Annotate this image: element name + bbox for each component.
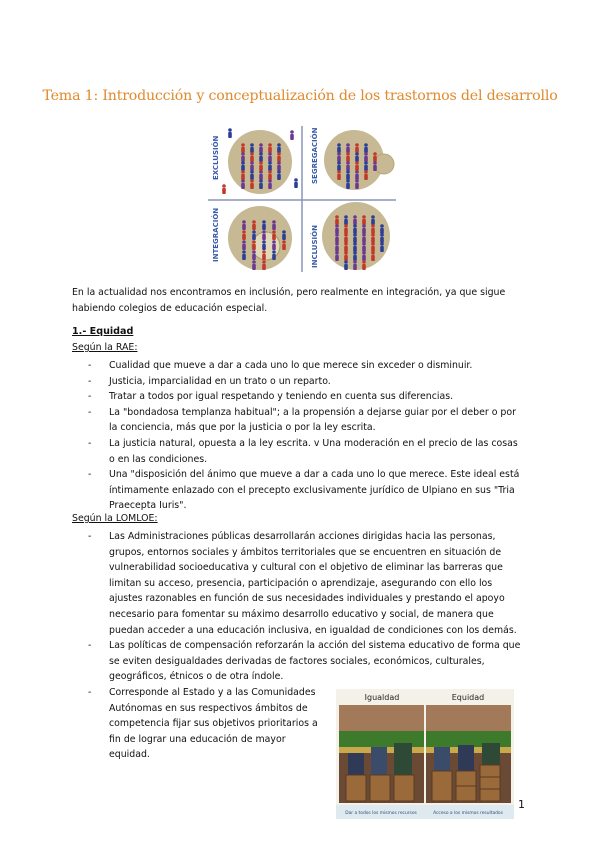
person-icon — [355, 152, 359, 156]
list-item: - Las Administraciones públicas desarrollarán acciones dirigidas hacia las personas, grupos, entornos sociales y ámbitos territoriales que se encuentren en situación de vulnerabilidad socioeducativa y cultural con el objetivo de eliminar las barreras que limitan su acceso, presencia, participación o aprendizaje, asegurando con ello los ajustes razonables en función de sus necesidades individuales y prestando el apoyo necesario para fomentar su máximo desarrollo educativo y social, de manera que puedan acceder a una educación inclusiva, en igualdad de condiciones con los demás. — [88, 529, 528, 638]
person-icon — [364, 174, 368, 180]
person-icon — [250, 156, 254, 162]
person-icon — [259, 143, 263, 147]
equity-panel — [426, 705, 511, 803]
person-icon — [252, 234, 256, 240]
person-icon — [241, 161, 245, 165]
person-icon — [346, 147, 350, 153]
person-icon — [335, 255, 339, 261]
person-icon — [268, 147, 272, 153]
equity-caption: Acceso a los mismos resultados — [433, 811, 503, 816]
list-item: - Tratar a todos por igual respetando y teniendo en cuenta sus diferencias. — [88, 389, 520, 405]
person-icon — [277, 152, 281, 156]
person-icon — [277, 165, 281, 171]
person-icon — [294, 182, 298, 188]
person-icon — [353, 219, 357, 225]
person-icon — [277, 170, 281, 174]
person-icon — [364, 156, 368, 162]
person-icon — [250, 165, 254, 171]
person-icon — [290, 134, 294, 140]
person-icon — [252, 220, 256, 224]
person-icon — [259, 165, 263, 171]
person-icon — [362, 251, 366, 255]
person-icon — [262, 260, 266, 264]
person-icon — [364, 143, 368, 147]
person-icon — [346, 183, 350, 189]
person-icon — [241, 156, 245, 162]
person-icon — [353, 242, 357, 246]
person-icon — [346, 174, 350, 180]
person-icon — [355, 183, 359, 189]
person-icon — [277, 143, 281, 147]
person-icon — [380, 242, 384, 246]
person-icon — [380, 237, 384, 243]
person-icon — [268, 179, 272, 183]
person-icon — [268, 183, 272, 189]
person-icon — [252, 250, 256, 254]
person-icon — [242, 240, 246, 244]
person-icon — [344, 233, 348, 237]
person-icon — [335, 251, 339, 255]
person-icon — [268, 143, 272, 147]
person-icon — [241, 170, 245, 174]
person-icon — [241, 183, 245, 189]
person-icon — [353, 228, 357, 234]
person-icon — [344, 255, 348, 261]
person-icon — [242, 230, 246, 234]
person-icon — [241, 143, 245, 147]
person-icon — [272, 224, 276, 230]
person-icon — [337, 174, 341, 180]
person-icon — [272, 234, 276, 240]
person-icon — [355, 174, 359, 180]
person-icon — [362, 260, 366, 264]
person-icon — [362, 255, 366, 261]
person-icon — [250, 174, 254, 180]
person-icon — [259, 183, 263, 189]
document-title: Tema 1: Introducción y conceptualización de los trastornos del desarrollo — [42, 88, 558, 104]
person-icon — [268, 156, 272, 162]
list-item: - Cualidad que mueve a dar a cada uno lo que merece sin exceder o disminuir. — [88, 358, 520, 374]
person-icon — [335, 237, 339, 243]
person-icon — [277, 147, 281, 153]
person-icon — [252, 224, 256, 230]
person-icon — [277, 161, 281, 165]
person-icon — [353, 233, 357, 237]
person-icon — [242, 250, 246, 254]
rae-list — [88, 358, 520, 514]
person-icon — [344, 237, 348, 243]
person-icon — [371, 255, 375, 261]
person-icon — [380, 228, 384, 234]
person-icon — [353, 255, 357, 261]
person-icon — [272, 240, 276, 244]
person-icon — [241, 174, 245, 180]
person-icon — [344, 224, 348, 228]
person-icon — [259, 147, 263, 153]
person-icon — [362, 215, 366, 219]
person-icon — [242, 254, 246, 260]
label-exclusion: EXCLUSIÓN — [212, 135, 220, 180]
section-heading — [72, 326, 133, 337]
person-icon — [337, 143, 341, 147]
person-icon — [344, 260, 348, 264]
person-icon — [272, 230, 276, 234]
label-segregation: SEGREGACIÓN — [311, 127, 319, 184]
person-icon — [252, 240, 256, 244]
person-icon — [371, 233, 375, 237]
person-icon — [228, 128, 232, 132]
person-icon — [362, 246, 366, 252]
person-icon — [353, 246, 357, 252]
person-icon — [362, 242, 366, 246]
person-icon — [272, 254, 276, 260]
lomloe-heading: Según la LOMLOE: — [72, 513, 158, 524]
person-icon — [268, 170, 272, 174]
person-icon — [355, 147, 359, 153]
person-icon — [344, 246, 348, 252]
person-icon — [282, 240, 286, 244]
person-icon — [337, 170, 341, 174]
person-icon — [259, 179, 263, 183]
page-number: 1 — [518, 798, 525, 811]
person-icon — [380, 224, 384, 228]
person-icon — [353, 215, 357, 219]
person-icon — [371, 246, 375, 252]
person-icon — [364, 147, 368, 153]
person-icon — [344, 242, 348, 246]
person-icon — [346, 161, 350, 165]
segregation-small-circle — [374, 154, 394, 174]
person-icon — [222, 184, 226, 188]
person-icon — [335, 219, 339, 225]
person-icon — [373, 165, 377, 171]
label-inclusion: INCLUSIÓN — [311, 225, 319, 268]
person-icon — [252, 264, 256, 270]
list-item: - Corresponde al Estado y a las Comunidades Autónomas en sus respectivos ámbitos de competencia fijar sus objetivos prioritarios a fin de lograr una educación de mayor equidad. — [88, 685, 320, 763]
person-icon — [252, 230, 256, 234]
person-icon — [373, 156, 377, 162]
person-icon — [252, 244, 256, 250]
intro-paragraph: En la actualidad nos encontramos en inclusión, pero realmente en integración, ya que sigue habiendo colegios de educación especial. — [72, 287, 506, 314]
person-icon — [242, 234, 246, 240]
person-icon — [364, 165, 368, 171]
person-icon — [337, 161, 341, 165]
section-heading-text: 1.- Equidad — [72, 326, 134, 337]
person-icon — [362, 237, 366, 243]
person-icon — [241, 152, 245, 156]
list-item: - La justicia natural, opuesta a la ley escrita. v Una moderación en el precio de las cosas o en las condiciones. — [88, 436, 520, 467]
person-icon — [250, 170, 254, 174]
person-icon — [250, 179, 254, 183]
person-icon — [371, 237, 375, 243]
person-icon — [371, 251, 375, 255]
equality-equity-image — [336, 689, 514, 819]
inclusion-models-diagram — [204, 122, 400, 274]
person-icon — [268, 161, 272, 165]
person-icon — [241, 147, 245, 153]
person-icon — [337, 165, 341, 171]
person-icon — [364, 170, 368, 174]
person-icon — [262, 264, 266, 270]
equality-caption: Dar a todos los mismos recursos — [345, 811, 417, 816]
person-icon — [353, 260, 357, 264]
person-icon — [355, 156, 359, 162]
person-icon — [242, 224, 246, 230]
person-icon — [380, 246, 384, 252]
person-icon — [268, 165, 272, 171]
person-icon — [250, 183, 254, 189]
person-icon — [344, 215, 348, 219]
person-icon — [353, 237, 357, 243]
person-icon — [242, 220, 246, 224]
person-icon — [344, 219, 348, 225]
person-icon — [362, 219, 366, 225]
person-icon — [344, 228, 348, 234]
person-icon — [337, 156, 341, 162]
person-icon — [344, 264, 348, 270]
person-icon — [364, 152, 368, 156]
list-item: - Una "disposición del ánimo que mueve a dar a cada uno lo que merece. Este ideal está íntimamente enlazado con el precepto exclusivamente jurídico de Ulpiano en sus "Tria Praecepta Iuris". — [88, 467, 520, 514]
person-icon — [252, 254, 256, 260]
person-icon — [262, 220, 266, 224]
person-icon — [346, 170, 350, 174]
person-icon — [250, 143, 254, 147]
person-icon — [362, 264, 366, 270]
person-icon — [355, 165, 359, 171]
person-icon — [259, 156, 263, 162]
person-icon — [241, 179, 245, 183]
person-icon — [262, 250, 266, 254]
label-integration: INTEGRACIÓN — [212, 207, 220, 262]
equity-label: Equidad — [451, 693, 485, 702]
person-icon — [355, 179, 359, 183]
person-icon — [362, 233, 366, 237]
person-icon — [228, 132, 232, 138]
list-item: - Las políticas de compensación reforzarán la acción del sistema educativo de forma que se eviten desigualdades derivadas de factores sociales, económicos, culturales, geográficos, étnicos o de otra índole. — [88, 638, 528, 685]
person-icon — [337, 152, 341, 156]
person-icon — [346, 179, 350, 183]
person-icon — [335, 215, 339, 219]
person-icon — [346, 165, 350, 171]
person-icon — [337, 147, 341, 153]
person-icon — [364, 161, 368, 165]
person-icon — [277, 174, 281, 180]
person-icon — [268, 152, 272, 156]
person-icon — [222, 188, 226, 194]
list-item: - Justicia, imparcialidad en un trato o un reparto. — [88, 374, 520, 390]
person-icon — [272, 244, 276, 250]
person-icon — [272, 220, 276, 224]
person-icon — [371, 219, 375, 225]
person-icon — [262, 244, 266, 250]
person-icon — [277, 156, 281, 162]
person-icon — [242, 244, 246, 250]
person-icon — [262, 240, 266, 244]
list-item: - La "bondadosa templanza habitual"; a la propensión a dejarse guiar por el deber o por la conciencia, más que por la justicia o por la ley escrita. — [88, 405, 520, 436]
person-icon — [290, 130, 294, 134]
person-icon — [335, 233, 339, 237]
person-icon — [250, 152, 254, 156]
person-icon — [259, 174, 263, 180]
person-icon — [355, 170, 359, 174]
person-icon — [371, 242, 375, 246]
person-icon — [353, 251, 357, 255]
person-icon — [268, 174, 272, 180]
person-icon — [371, 228, 375, 234]
person-icon — [250, 147, 254, 153]
person-icon — [344, 251, 348, 255]
person-icon — [250, 161, 254, 165]
person-icon — [259, 152, 263, 156]
person-icon — [371, 224, 375, 228]
person-icon — [335, 246, 339, 252]
person-icon — [294, 178, 298, 182]
person-icon — [355, 161, 359, 165]
lomloe-list — [88, 529, 528, 685]
person-icon — [262, 234, 266, 240]
person-icon — [362, 228, 366, 234]
person-icon — [272, 250, 276, 254]
person-icon — [373, 152, 377, 156]
person-icon — [371, 215, 375, 219]
person-icon — [259, 161, 263, 165]
person-icon — [282, 230, 286, 234]
person-icon — [252, 260, 256, 264]
person-icon — [282, 244, 286, 250]
rae-heading: Según la RAE: — [72, 342, 138, 353]
person-icon — [346, 152, 350, 156]
person-icon — [241, 165, 245, 171]
person-icon — [355, 143, 359, 147]
equality-label: Igualdad — [364, 693, 400, 702]
person-icon — [262, 224, 266, 230]
person-icon — [353, 224, 357, 228]
person-icon — [335, 242, 339, 246]
person-icon — [373, 161, 377, 165]
equality-panel — [339, 705, 424, 803]
lomloe-list-continued — [88, 685, 320, 763]
person-icon — [346, 143, 350, 147]
person-icon — [262, 254, 266, 260]
person-icon — [335, 224, 339, 228]
person-icon — [380, 233, 384, 237]
person-icon — [335, 228, 339, 234]
person-icon — [346, 156, 350, 162]
person-icon — [262, 230, 266, 234]
person-icon — [259, 170, 263, 174]
person-icon — [353, 264, 357, 270]
person-icon — [362, 224, 366, 228]
person-icon — [282, 234, 286, 240]
